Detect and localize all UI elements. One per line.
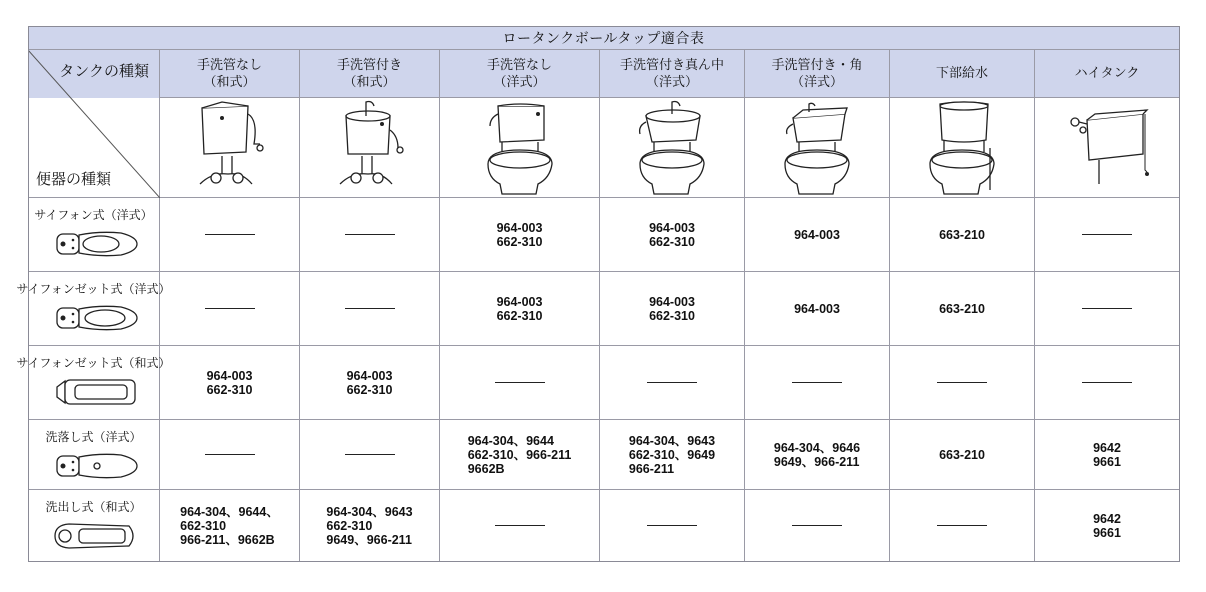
not-applicable-dash [495, 382, 545, 383]
bowl-type-label: 便器の種類 [36, 170, 112, 188]
not-applicable-dash [1082, 382, 1132, 383]
table-cell [890, 272, 1035, 346]
table-cell [300, 490, 440, 562]
column-header-label: ハイタンク [1074, 66, 1140, 81]
part-number: 663-210 [939, 301, 985, 316]
corner-cell [28, 50, 160, 198]
not-applicable-dash [345, 454, 395, 455]
siphon-western-bowl-icon [49, 229, 139, 259]
table-cell [300, 346, 440, 420]
table-cell [440, 272, 600, 346]
table-cell [600, 198, 745, 272]
table-cell [160, 198, 300, 272]
high-tank-icon [1059, 100, 1155, 196]
table-cell [1035, 346, 1180, 420]
column-header-4 [600, 50, 745, 98]
washdown-western-bowl-icon [49, 451, 139, 481]
column-header-label: 手洗管付き真ん中 （洋式） [619, 57, 724, 90]
part-number: 964-304、9644 662-310、966-211 9662B [467, 433, 572, 476]
table-cell [890, 420, 1035, 490]
not-applicable-dash [345, 308, 395, 309]
table-cell [160, 346, 300, 420]
tank-bottom-supply-icon [914, 100, 1010, 196]
column-image-7 [1035, 98, 1180, 198]
part-number: 964-003 662-310 [346, 368, 393, 397]
washout-japanese-bowl-icon [49, 521, 139, 551]
table-cell [440, 490, 600, 562]
tank-japanese-faucet-icon [322, 100, 418, 196]
table-cell [160, 272, 300, 346]
table-cell [300, 272, 440, 346]
row-header-label: 洗落し式（洋式） [45, 430, 142, 444]
not-applicable-dash [205, 234, 255, 235]
table-cell [440, 198, 600, 272]
column-header-label: 下部給水 [935, 66, 988, 81]
column-header-6 [890, 50, 1035, 98]
part-number: 663-210 [939, 227, 985, 242]
not-applicable-dash [937, 382, 987, 383]
table-title: ロータンクボールタップ適合表 [28, 26, 1180, 50]
table-cell [890, 198, 1035, 272]
tank-type-label: タンクの種類 [59, 62, 149, 80]
part-number: 964-003 662-310 [206, 368, 253, 397]
table-cell [1035, 198, 1180, 272]
column-header-5 [745, 50, 890, 98]
row-header-label: サイフォン式（洋式） [34, 208, 153, 222]
row-header-3 [16, 346, 171, 420]
part-number: 964-304、9646 9649、966-211 [773, 440, 861, 469]
column-image-5 [745, 98, 890, 198]
table-cell [745, 490, 890, 562]
column-image-3 [440, 98, 600, 198]
table-cell [440, 346, 600, 420]
table-cell [160, 490, 300, 562]
part-number: 964-304、9644、 662-310 966-211、9662B [180, 504, 279, 547]
table-cell [300, 198, 440, 272]
table-cell [600, 346, 745, 420]
table-cell [745, 346, 890, 420]
part-number: 964-003 662-310 [649, 294, 695, 323]
column-header-label: 手洗管なし （和式） [196, 57, 262, 90]
part-number: 9642 9661 [1093, 440, 1121, 469]
fitting-table [16, 26, 1180, 562]
siphon-jet-western-bowl-icon [49, 303, 139, 333]
table-cell [600, 420, 745, 490]
column-header-label: 手洗管付き （和式） [336, 57, 402, 90]
part-number: 964-003 662-310 [496, 220, 543, 249]
column-image-4 [600, 98, 745, 198]
row-header-2 [16, 272, 171, 346]
not-applicable-dash [205, 308, 255, 309]
row-header-label: 洗出し式（和式） [45, 500, 142, 514]
tank-western-center-faucet-icon [624, 100, 720, 196]
part-number: 964-304、9643 662-310 9649、966-211 [326, 504, 413, 547]
table-cell [1035, 420, 1180, 490]
not-applicable-dash [1082, 234, 1132, 235]
table-cell [745, 420, 890, 490]
part-number: 9642 9661 [1093, 511, 1121, 540]
column-header-2 [300, 50, 440, 98]
tank-japanese-no-faucet-icon [182, 100, 278, 196]
tank-western-corner-faucet-icon [769, 100, 865, 196]
column-image-2 [300, 98, 440, 198]
table-cell [1035, 272, 1180, 346]
part-number: 964-003 662-310 [496, 294, 543, 323]
column-header-3 [440, 50, 600, 98]
part-number: 964-003 [794, 301, 840, 316]
not-applicable-dash [647, 525, 697, 526]
not-applicable-dash [647, 382, 697, 383]
part-number: 964-003 662-310 [649, 220, 695, 249]
table-cell [890, 346, 1035, 420]
not-applicable-dash [792, 382, 842, 383]
table-cell [160, 420, 300, 490]
table-cell [440, 420, 600, 490]
column-header-7 [1035, 50, 1180, 98]
not-applicable-dash [1082, 308, 1132, 309]
table-cell [300, 420, 440, 490]
row-header-1 [28, 198, 160, 272]
not-applicable-dash [792, 525, 842, 526]
table-cell [890, 490, 1035, 562]
not-applicable-dash [937, 525, 987, 526]
not-applicable-dash [345, 234, 395, 235]
column-header-label: 手洗管なし （洋式） [486, 57, 552, 90]
part-number: 964-304、9643 662-310、9649 966-211 [628, 433, 716, 476]
table-cell [745, 198, 890, 272]
row-header-label: サイフォンゼット式（和式） [16, 356, 171, 370]
column-image-1 [160, 98, 300, 198]
table-cell [600, 490, 745, 562]
not-applicable-dash [205, 454, 255, 455]
row-header-5 [28, 490, 160, 562]
part-number: 663-210 [939, 447, 985, 462]
siphon-jet-japanese-bowl-icon [49, 377, 139, 407]
row-header-4 [28, 420, 160, 490]
column-header-1 [160, 50, 300, 98]
part-number: 964-003 [794, 227, 840, 242]
column-header-label: 手洗管付き・角 （洋式） [771, 57, 863, 90]
not-applicable-dash [495, 525, 545, 526]
tank-western-no-faucet-icon [472, 100, 568, 196]
row-header-label: サイフォンゼット式（洋式） [16, 282, 171, 296]
table-cell [1035, 490, 1180, 562]
column-image-6 [890, 98, 1035, 198]
table-cell [745, 272, 890, 346]
table-cell [600, 272, 745, 346]
